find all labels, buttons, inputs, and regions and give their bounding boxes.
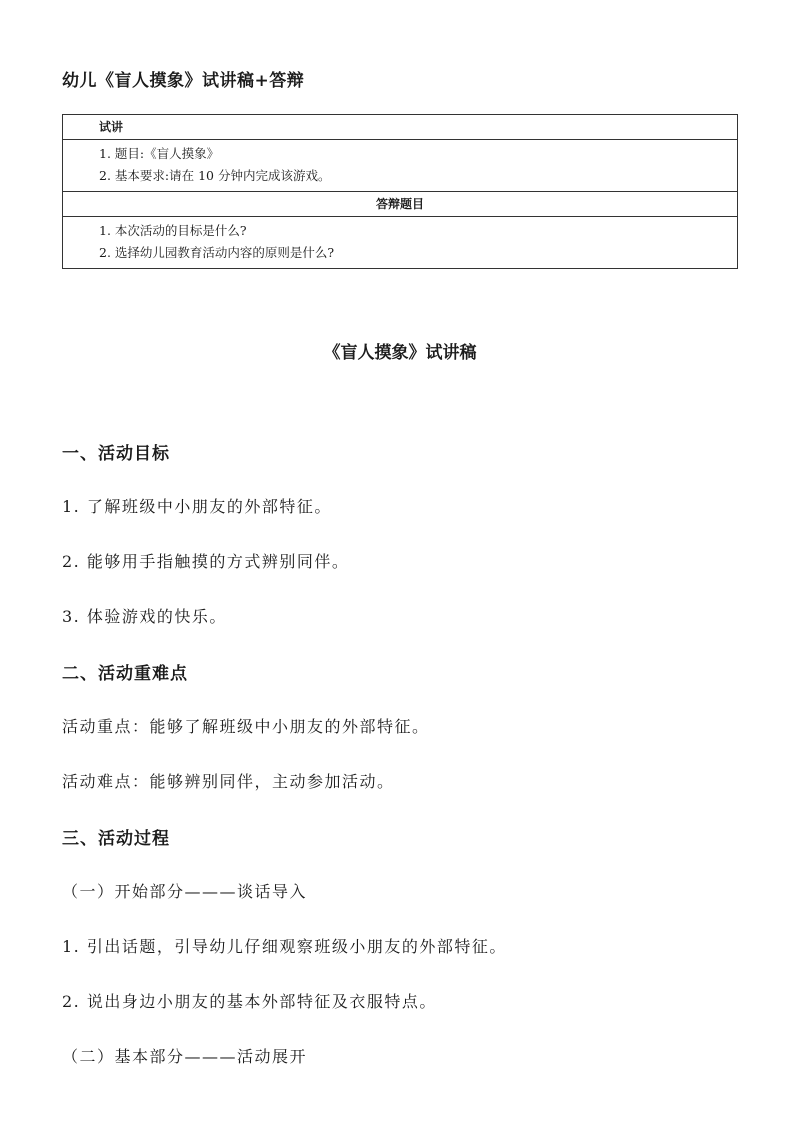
table-line: 1. 本次活动的目标是什么? bbox=[99, 223, 247, 238]
subheading-basic: （二）基本部分———活动展开 bbox=[62, 1047, 308, 1066]
heading-goals: 一、活动目标 bbox=[62, 444, 170, 464]
script-title: 《盲人摸象》试讲稿 bbox=[323, 343, 477, 363]
goal-item: 1. 了解班级中小朋友的外部特征。 bbox=[62, 497, 332, 516]
table-line: 1. 题目:《盲人摸象》 bbox=[99, 146, 220, 161]
document-title: 幼儿《盲人摸象》试讲稿+答辩 bbox=[62, 71, 305, 91]
process-step: 1. 引出话题，引导幼儿仔细观察班级小朋友的外部特征。 bbox=[62, 937, 507, 956]
table-header-defense: 答辩题目 bbox=[63, 192, 737, 217]
table-header-trial: 试讲 bbox=[63, 115, 737, 140]
heading-key-points: 二、活动重难点 bbox=[62, 664, 188, 684]
subheading-start: （一）开始部分———谈话导入 bbox=[62, 882, 308, 901]
table-body-defense bbox=[63, 217, 737, 268]
table-line: 2. 选择幼儿园教育活动内容的原则是什么? bbox=[99, 245, 335, 260]
goal-item: 2. 能够用手指触摸的方式辨别同伴。 bbox=[62, 552, 350, 571]
process-step: 2. 说出身边小朋友的基本外部特征及衣服特点。 bbox=[62, 992, 437, 1011]
heading-process: 三、活动过程 bbox=[62, 829, 170, 849]
table-body-trial bbox=[63, 140, 737, 192]
goal-item: 3. 体验游戏的快乐。 bbox=[62, 607, 227, 626]
table-line: 2. 基本要求:请在 10 分钟内完成该游戏。 bbox=[99, 168, 331, 183]
info-table bbox=[62, 114, 738, 269]
key-point: 活动重点：能够了解班级中小朋友的外部特征。 bbox=[62, 717, 430, 736]
difficult-point: 活动难点：能够辨别同伴，主动参加活动。 bbox=[62, 772, 395, 791]
